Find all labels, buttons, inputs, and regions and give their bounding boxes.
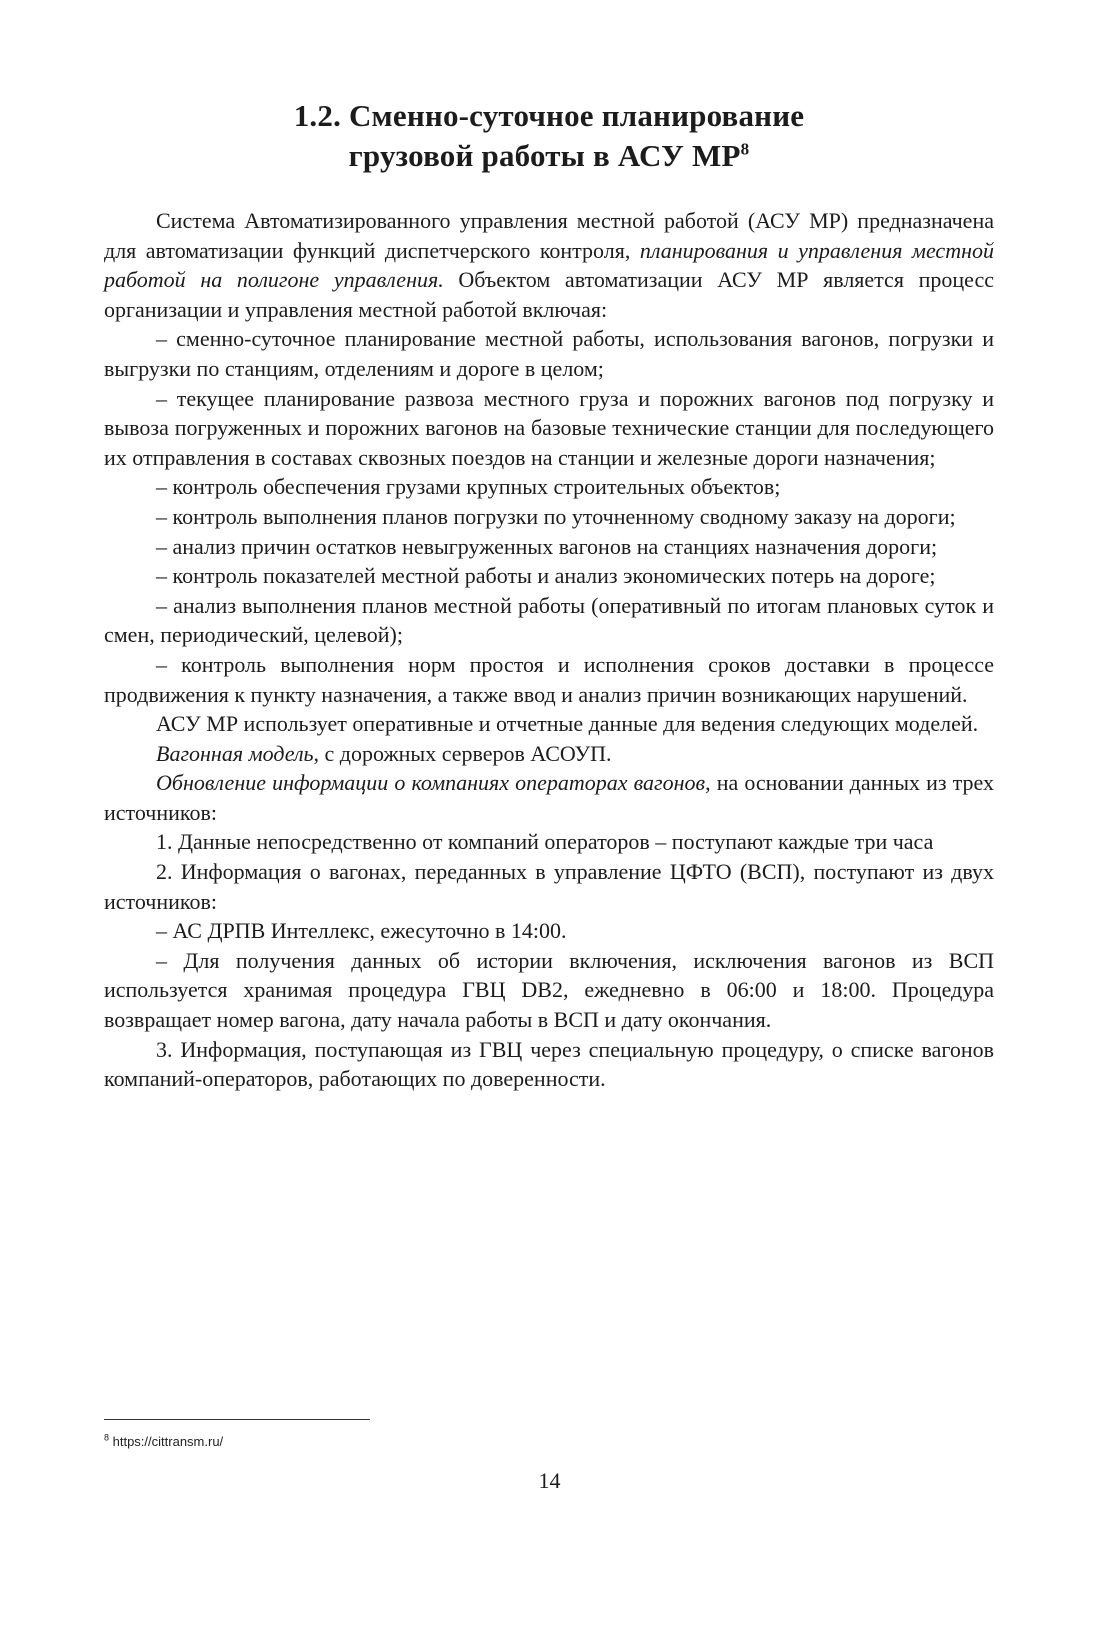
paragraph-operators-update	[104, 768, 994, 827]
numbered-item-3: 3. Информация, поступающая из ГВЦ через специальную процедуру, о списке вагонов компаний-операторов, работающих по доверенности.	[104, 1036, 994, 1092]
section-title-line-2	[104, 136, 994, 176]
footnote-reference: 8	[740, 139, 750, 159]
wagon-model-text: , с дорожных серверов АСОУП.	[313, 740, 612, 766]
paragraph-intro	[104, 206, 994, 324]
footnote-divider	[104, 1419, 370, 1420]
operators-update-italic: Обновление информации о компаниях операторах вагонов	[156, 770, 706, 796]
section-title-line-1: 1.2. Сменно-суточное планирование	[293, 98, 805, 133]
paragraph-models: АСУ МР использует оперативные и отчетные данные для ведения следующих моделей.	[156, 711, 979, 737]
intro-text-a: Система Автоматизированного управления местной работой (АСУ МР) предназначена для автоматизации функций диспетчерского контроля,	[104, 208, 994, 263]
sub-item-2a: – АС ДРПВ Интеллекс, ежесуточно в 14:00.	[156, 918, 567, 944]
intro-text-italic: планирования и управления местной работой на полигоне управления.	[104, 237, 994, 293]
page-content	[104, 96, 994, 1094]
paragraph-wagon-model	[104, 739, 994, 769]
footnote-text: https://cittransm.ru/	[109, 1434, 224, 1449]
body-text	[104, 206, 994, 1094]
list-item-7: – анализ выполнения планов местной работы (оперативный по итогам плановых суток и смен, периодический, целевой);	[104, 592, 994, 648]
footnote-marker: 8	[104, 1432, 110, 1443]
list-item-2: – текущее планирование развоза местного груза и порожних вагонов под погрузку и вывоза погруженных и порожних вагонов на базовые технические станции для последующего их отправления в составах сквозных поездов на станции и железные дороги назначения;	[104, 385, 994, 470]
list-item-6: – контроль показателей местной работы и анализ экономических потерь на дороге;	[156, 563, 936, 589]
operators-update-text: , на основании данных из трех источников:	[104, 770, 994, 825]
numbered-item-2: 2. Информация о вагонах, переданных в управление ЦФТО (ВСП), поступают из двух источников:	[104, 859, 994, 914]
page-number: 14	[538, 1468, 561, 1493]
section-title-text: грузовой работы в АСУ МР	[348, 138, 741, 173]
footnote	[104, 1434, 223, 1450]
list-item-3: – контроль обеспечения грузами крупных строительных объектов;	[156, 474, 781, 500]
intro-text-b: Объектом автоматизации АСУ МР является процесс организации и управления местной работой включая:	[104, 267, 994, 322]
numbered-item-1: 1. Данные непосредственно от компаний операторов – поступают каждые три часа	[156, 829, 934, 855]
list-item-5: – анализ причин остатков невыгруженных вагонов на станциях назначения дороги;	[156, 533, 938, 559]
section-heading	[104, 96, 994, 176]
list-item-8: – контроль выполнения норм простоя и исполнения сроков доставки в процессе продвижения к пункту назначения, а также ввод и анализ причин возникающих нарушений.	[104, 651, 994, 707]
list-item-4: – контроль выполнения планов погрузки по уточненному сводному заказу на дороги;	[156, 503, 956, 529]
wagon-model-italic: Вагонная модель	[156, 740, 314, 766]
sub-item-2b: – Для получения данных об истории включения, исключения вагонов из ВСП используется хранимая процедура ГВЦ DB2, ежедневно в 06:00 и 18:00. Процедура возвращает номер вагона, дату начала работы в ВСП и дату окончания.	[104, 947, 994, 1033]
list-item-1: – сменно-суточное планирование местной работы, использования вагонов, погрузки и выгрузки по станциям, отделениям и дороге в целом;	[104, 326, 994, 381]
